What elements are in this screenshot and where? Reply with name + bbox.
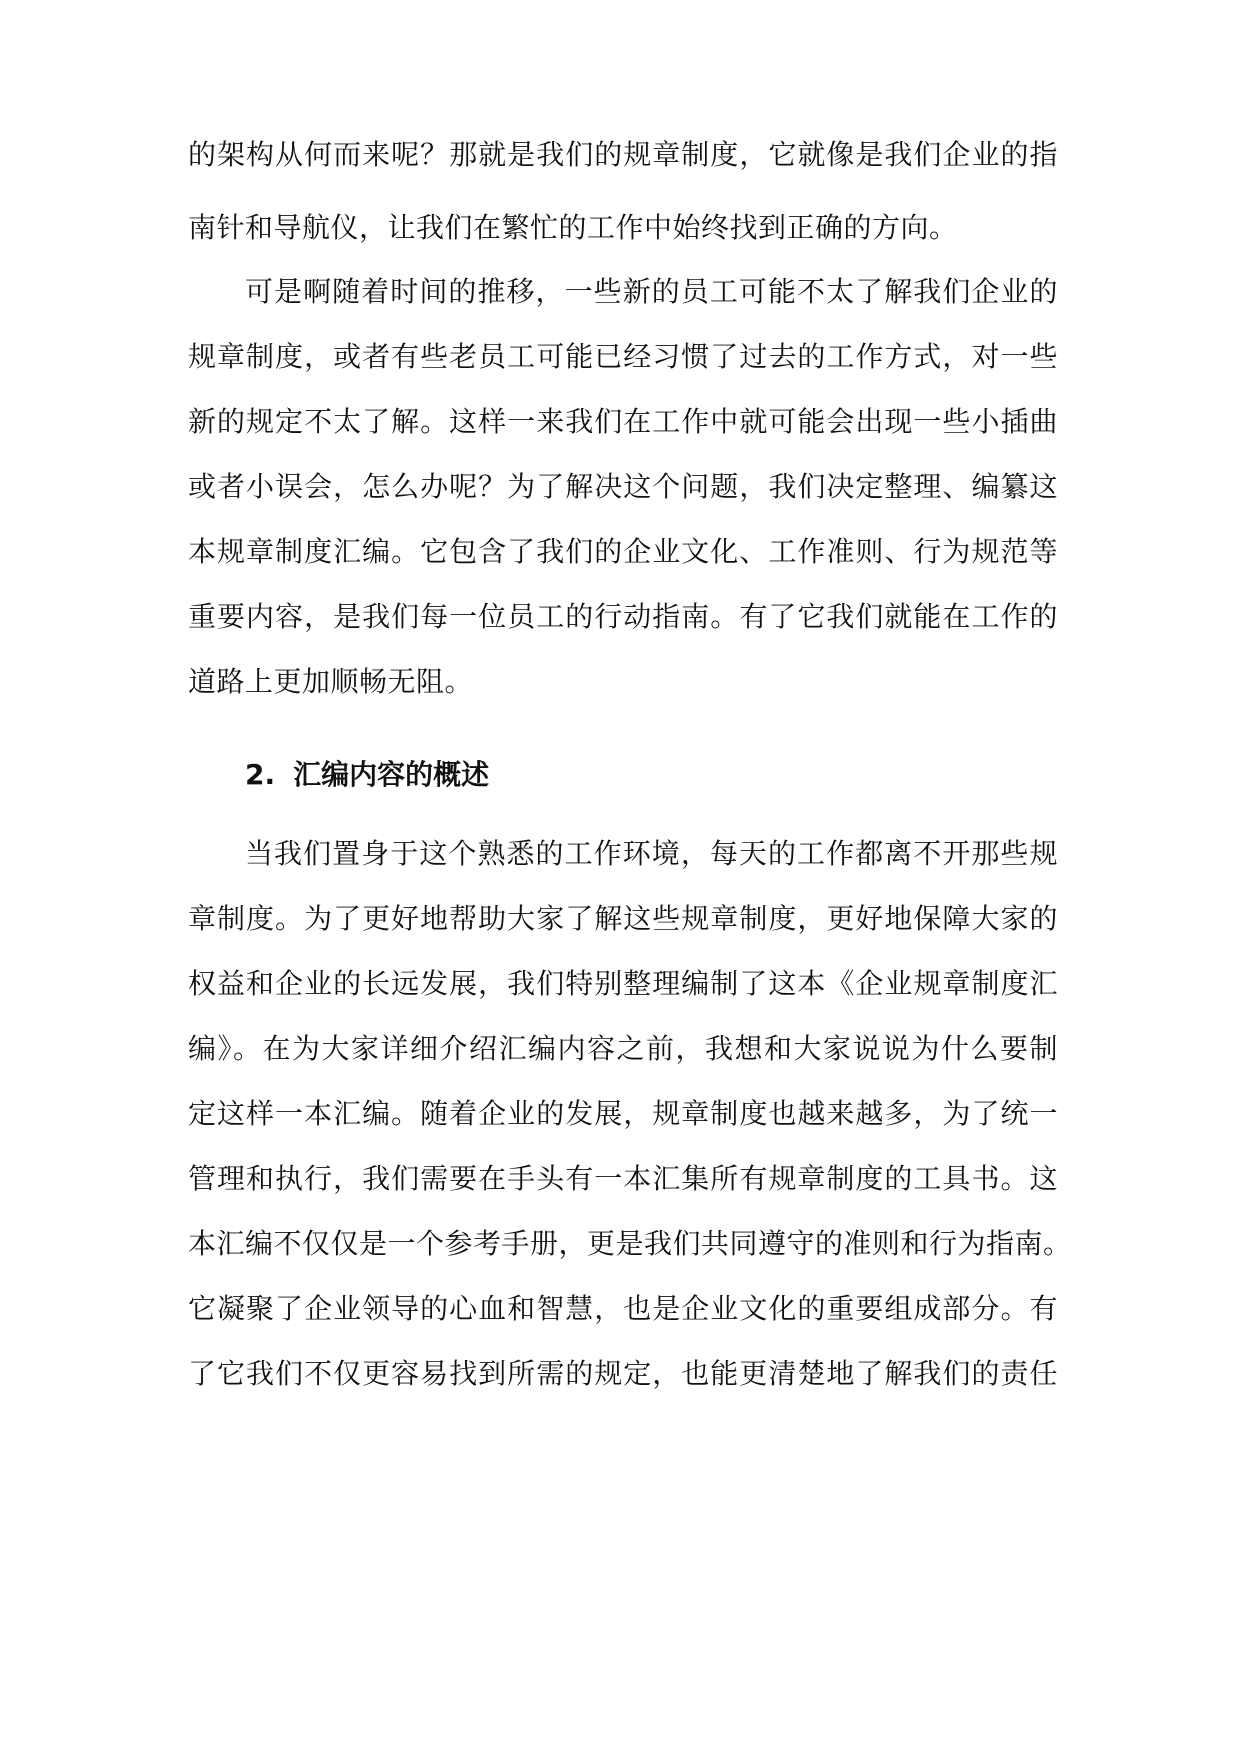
paragraph-line: 新的规定不太了解。这样一来我们在工作中就可能会出现一些小插曲: [188, 405, 1058, 438]
paragraph-line: 本规章制度汇编。它包含了我们的企业文化、工作准则、行为规范等: [188, 535, 1058, 568]
paragraph-line: 的架构从何而来呢？那就是我们的规章制度，它就像是我们企业的指: [188, 138, 1058, 171]
paragraph-line: 或者小误会，怎么办呢？为了解决这个问题，我们决定整理、编纂这: [188, 470, 1058, 503]
paragraph-line: 本汇编不仅仅是一个参考手册，更是我们共同遵守的准则和行为指南。: [188, 1227, 1072, 1260]
paragraph-line: 可是啊随着时间的推移，一些新的员工可能不太了解我们企业的: [245, 275, 1058, 308]
paragraph-line: 权益和企业的长远发展，我们特别整理编制了这本《企业规章制度汇: [188, 967, 1058, 1000]
section-title: 汇编内容的概述: [293, 758, 490, 791]
paragraph-line: 规章制度，或者有些老员工可能已经习惯了过去的工作方式，对一些: [188, 340, 1058, 373]
paragraph-line: 章制度。为了更好地帮助大家了解这些规章制度，更好地保障大家的: [188, 902, 1058, 935]
paragraph-line: 定这样一本汇编。随着企业的发展，规章制度也越来越多，为了统一: [188, 1097, 1058, 1130]
paragraph-line: 当我们置身于这个熟悉的工作环境，每天的工作都离不开那些规: [245, 837, 1058, 870]
paragraph-line: 道路上更加顺畅无阻。: [188, 665, 474, 698]
paragraph-line: 它凝聚了企业领导的心血和智慧，也是企业文化的重要组成部分。有: [188, 1292, 1058, 1325]
paragraph-line: 管理和执行，我们需要在手头有一本汇集所有规章制度的工具书。这: [188, 1162, 1058, 1195]
paragraph-line: 了它我们不仅更容易找到所需的规定，也能更清楚地了解我们的责任: [188, 1357, 1058, 1390]
section-heading: [245, 757, 489, 793]
paragraph-line: 编》。在为大家详细介绍汇编内容之前，我想和大家说说为什么要制: [188, 1032, 1058, 1065]
paragraph-line: 南针和导航仪，让我们在繁忙的工作中始终找到正确的方向。: [188, 211, 958, 244]
section-number: 2.: [245, 758, 276, 791]
paragraph-line: 重要内容，是我们每一位员工的行动指南。有了它我们就能在工作的: [188, 600, 1058, 633]
